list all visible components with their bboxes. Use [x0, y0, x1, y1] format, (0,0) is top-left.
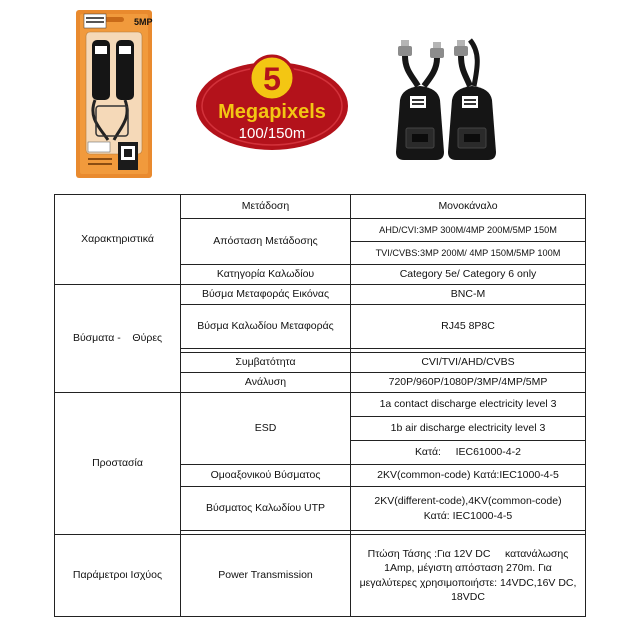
value-esd-contact: 1a contact discharge electricity level 3: [351, 393, 586, 417]
value-esd-air: 1b air discharge electricity level 3: [351, 417, 586, 441]
value-compatibility: CVI/TVI/AHD/CVBS: [351, 353, 586, 373]
value-video-connector: BNC-M: [351, 285, 586, 305]
value-cable-connector: RJ45 8P8C: [351, 305, 586, 349]
value-transmission: Μονοκάναλο: [351, 195, 586, 219]
label-transmission: Μετάδοση: [181, 195, 351, 219]
product-package: [76, 10, 153, 178]
group-protection: Προστασία: [55, 393, 181, 535]
value-distance-tvi: TVI/CVBS:3MP 200M/ 4MP 150M/5MP 100M: [351, 242, 586, 265]
value-utp-line1: 2KV(different-code),4KV(common-code): [374, 495, 562, 508]
label-esd: ESD: [181, 393, 351, 465]
group-characteristics: Χαρακτηριστικά: [55, 195, 181, 285]
value-esd-standard: Κατά: IEC61000-4-2: [351, 441, 586, 465]
group-connectors: Βύσματα - Θύρες: [55, 285, 181, 393]
value-coax: 2KV(common-code) Κατά:IEC1000-4-5: [351, 465, 586, 487]
label-coax: Ομοαξονικού Βύσματος: [181, 465, 351, 487]
balun-devices: [396, 40, 496, 160]
label-utp: Βύσματος Καλωδίου UTP: [181, 487, 351, 531]
emblem-number: 5: [263, 61, 281, 97]
value-cable: Category 5e/ Category 6 only: [351, 265, 586, 285]
label-cable-connector: Βύσμα Καλωδίου Μεταφοράς: [181, 305, 351, 349]
label-cable: Κατηγορία Καλωδίου: [181, 265, 351, 285]
value-utp: [351, 487, 586, 531]
emblem-title: Megapixels: [218, 101, 326, 123]
megapixels-emblem: [196, 56, 348, 150]
emblem-subtitle: 100/150m: [238, 125, 306, 142]
label-power: Power Transmission: [181, 535, 351, 617]
package-badge: 5MP: [134, 17, 153, 27]
value-resolution: 720P/960P/1080P/3MP/4MP/5MP: [351, 373, 586, 393]
table-row: [55, 393, 586, 417]
value-distance-ahd: AHD/CVI:3MP 300M/4MP 200M/5MP 150M: [351, 219, 586, 242]
table-row: [55, 285, 586, 305]
spec-table: [54, 194, 586, 617]
product-hero: [0, 0, 638, 190]
value-power: Πτώση Τάσης :Για 12V DC κατανάλωσης 1Amp, μέγιστη απόσταση 270m. Για μεγαλύτερες χρησιμοποιήστε: 14VDC,16V DC, 18VDC: [351, 535, 586, 617]
group-power: Παράμετροι Ισχύος: [55, 535, 181, 617]
value-utp-line2: Κατά: IEC1000-4-5: [423, 509, 513, 522]
label-distance: Απόσταση Μετάδοσης: [181, 219, 351, 265]
label-compatibility: Συμβατότητα: [181, 353, 351, 373]
label-video-connector: Βύσμα Μεταφοράς Εικόνας: [181, 285, 351, 305]
label-resolution: Ανάλυση: [181, 373, 351, 393]
table-row: [55, 195, 586, 219]
table-row: [55, 535, 586, 617]
